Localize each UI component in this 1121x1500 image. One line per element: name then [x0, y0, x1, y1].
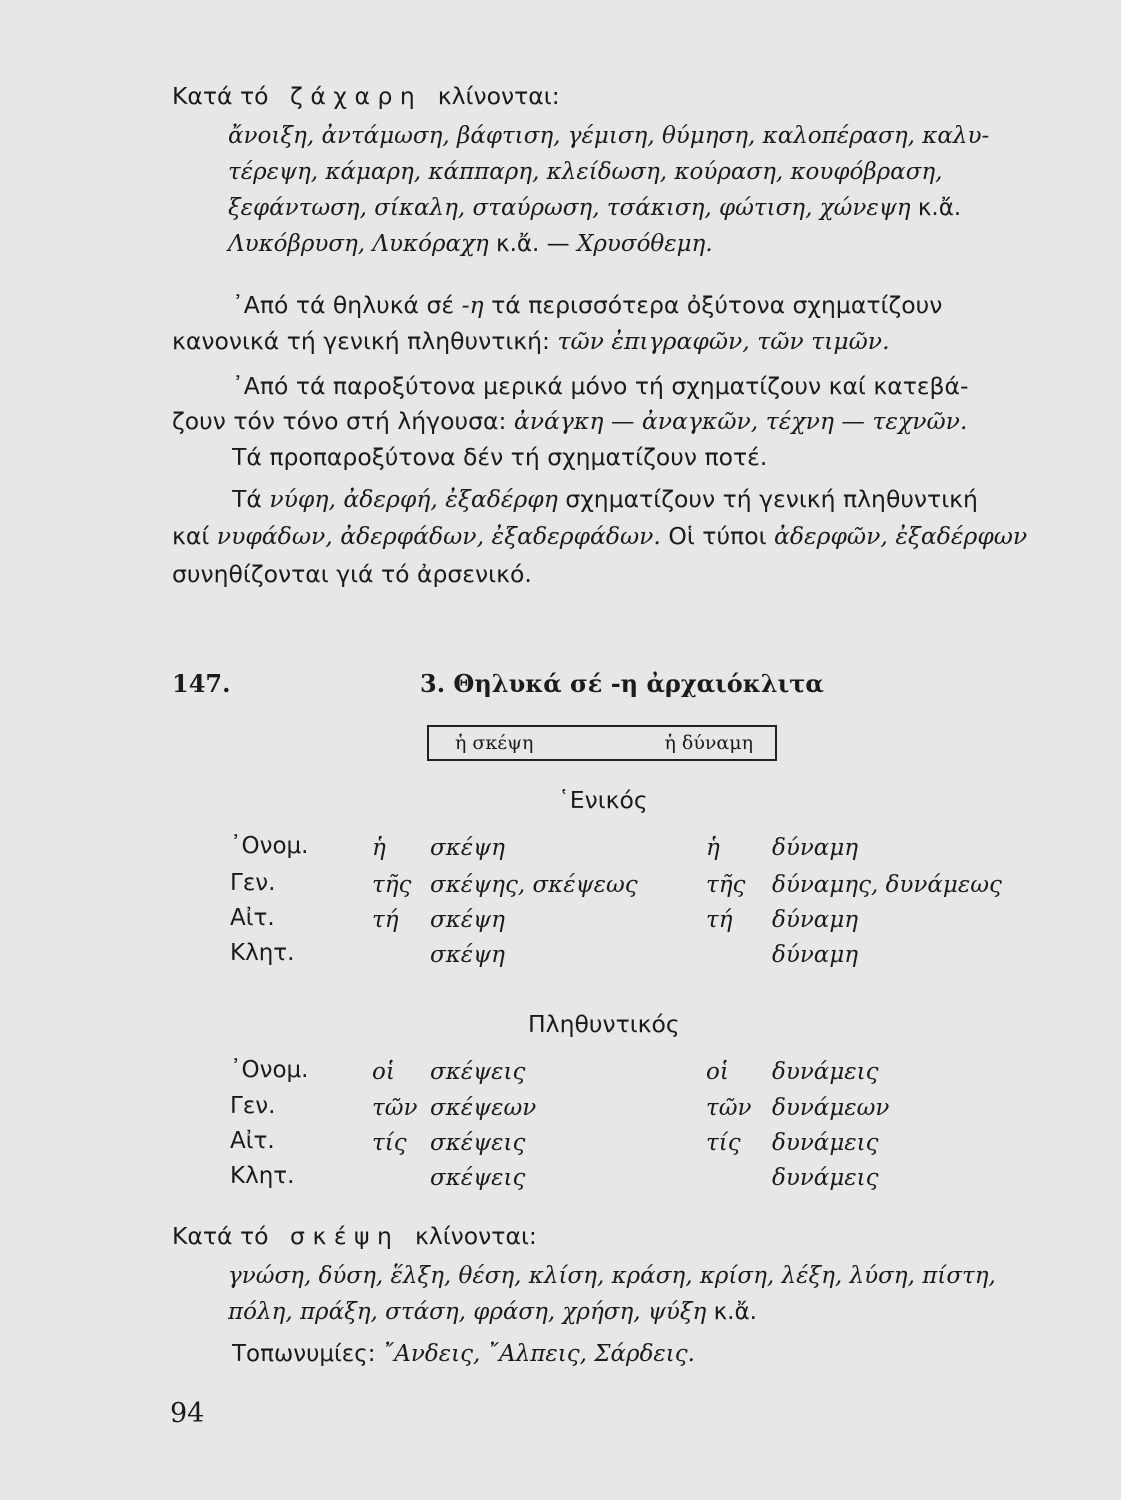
- model-word: σκέψη: [290, 1222, 400, 1250]
- intro-text: Κατά τό: [172, 1222, 269, 1250]
- example-line-1: γνώση, δύση, ἕλξη, θέση, κλίση, κράση, κρίση, λέξη, λύση, πίστη,: [228, 1263, 996, 1289]
- case-label: Κλητ.: [230, 1163, 295, 1189]
- example-line-2: τέρεψη, κάμαρη, κάππαρη, κλείδωση, κούραση, κουφόβραση,: [228, 159, 943, 185]
- article: τίς: [706, 1130, 741, 1156]
- rule-oxytone-line-1: [232, 291, 942, 319]
- rule-text: κανονικά τή γενική πληθυντική:: [172, 327, 550, 355]
- rule-text: καί: [172, 522, 210, 550]
- case-label: Αἰτ.: [230, 905, 275, 931]
- article: τῆς: [706, 872, 746, 898]
- article: ἡ: [706, 835, 720, 861]
- form-skepsi: σκέψη: [430, 835, 505, 861]
- intro-text: Κατά τό: [172, 82, 269, 110]
- singular-heading: ῾Ενικός: [558, 786, 648, 814]
- etc-abbrev: κ.ἄ.: [713, 1299, 757, 1325]
- toponyms-line: [232, 1341, 695, 1367]
- form-skepsi: σκέψη: [430, 942, 505, 968]
- example-line-2: [228, 1299, 757, 1325]
- rule-nyfi-line-3: συνηθίζονται γιά τό ἀρσενικό.: [172, 560, 532, 588]
- rule-text: Τά: [232, 485, 262, 513]
- model-intro-zachari: [172, 82, 560, 110]
- article: τῆς: [372, 872, 412, 898]
- model-word: ζάχαρη: [290, 82, 423, 110]
- example-words: Λυκόβρυση, Λυκόραχη: [228, 231, 489, 257]
- article: τίς: [372, 1130, 407, 1156]
- model-word-dynami: ἡ δύναμη: [664, 732, 753, 754]
- toponyms-label: Τοπωνυμίες:: [232, 1341, 376, 1367]
- case-label: ᾽Ονομ.: [230, 1057, 309, 1083]
- etc-abbrev: κ.ἄ.: [917, 195, 962, 221]
- article: ἡ: [372, 835, 386, 861]
- case-label: Αἰτ.: [230, 1128, 275, 1154]
- form-skepsi: σκέψεις: [430, 1165, 526, 1191]
- model-words-box: [427, 725, 777, 761]
- example-words: Χρυσόθεμη.: [577, 231, 713, 257]
- rule-text: Οἱ τύποι: [668, 522, 767, 550]
- example-words: νυφάδων, ἀδερφάδων, ἐξαδερφάδων.: [216, 522, 661, 550]
- case-label: Γεν.: [230, 1093, 276, 1119]
- example-line-4: [228, 231, 713, 257]
- form-dynami: δυνάμεις: [772, 1059, 879, 1085]
- section-number: 147.: [172, 669, 231, 698]
- article: οἱ: [706, 1059, 729, 1085]
- example-words: νύφη, ἀδερφή, ἐξαδέρφη: [269, 485, 558, 513]
- case-label: Γεν.: [230, 870, 276, 896]
- form-dynami: δύναμης, δυνάμεως: [772, 872, 1002, 898]
- form-dynami: δυνάμεις: [772, 1130, 879, 1156]
- rule-paroxytone-line-2: [172, 407, 967, 435]
- rule-text: ζουν τόν τόνο στή λήγουσα:: [172, 407, 507, 435]
- form-skepsi: σκέψεις: [430, 1130, 526, 1156]
- form-dynami: δύναμη: [772, 942, 859, 968]
- example-words: ἀδερφῶν, ἐξαδέρφων: [774, 522, 1028, 550]
- article: τή: [372, 907, 399, 933]
- form-skepsi: σκέψεων: [430, 1095, 537, 1121]
- form-dynami: δύναμη: [772, 835, 859, 861]
- section-title: 3. Θηλυκά σέ -η ἀρχαιόκλιτα: [420, 669, 824, 698]
- model-word-skepsi: ἡ σκέψη: [455, 732, 534, 754]
- form-skepsi: σκέψη: [430, 907, 505, 933]
- rule-paroxytone-line-1: ᾽Από τά παροξύτονα μερικά μόνο τή σχηματίζουν καί κατεβά-: [232, 372, 969, 400]
- example-words: τῶν ἐπιγραφῶν, τῶν τιμῶν.: [557, 327, 890, 355]
- case-label: ᾽Ονομ.: [230, 833, 309, 859]
- model-intro-skepsi: [172, 1222, 537, 1250]
- intro-text-end: κλίνονται:: [414, 1222, 537, 1250]
- article: τῶν: [706, 1095, 752, 1121]
- example-line-1: ἄνοιξη, ἀντάμωση, βάφτιση, γέμιση, θύμηση, καλοπέραση, καλυ-: [228, 123, 990, 149]
- etc-abbrev: κ.ἄ. —: [496, 231, 570, 257]
- form-skepsi: σκέψης, σκέψεως: [430, 872, 638, 898]
- article: τῶν: [372, 1095, 418, 1121]
- example-words: ῎Ανδεις, ῎Αλπεις, Σάρδεις.: [382, 1341, 695, 1367]
- example-words: ἀνάγκη — ἀναγκῶν, τέχνη — τεχνῶν.: [513, 407, 968, 435]
- example-line-3: [228, 195, 961, 221]
- page-number: 94: [170, 1398, 205, 1429]
- suffix: -η: [461, 291, 484, 319]
- rule-nyfi-line-2: [172, 522, 1027, 550]
- example-words: ξεφάντωση, σίκαλη, σταύρωση, τσάκιση, φώτιση, χώνεψη: [228, 195, 911, 221]
- plural-heading: Πληθυντικός: [528, 1010, 680, 1038]
- rule-text: σχηματίζουν τή γενική πληθυντική: [565, 485, 978, 513]
- rule-oxytone-line-2: [172, 327, 890, 355]
- rule-text: ᾽Από τά θηλυκά σέ: [232, 291, 455, 319]
- intro-text-end: κλίνονται:: [437, 82, 560, 110]
- form-dynami: δυνάμεων: [772, 1095, 890, 1121]
- rule-text: τά περισσότερα ὀξύτονα σχηματίζουν: [491, 291, 943, 319]
- form-skepsi: σκέψεις: [430, 1059, 526, 1085]
- rule-proparoxytone: Τά προπαροξύτονα δέν τή σχηματίζουν ποτέ.: [232, 443, 768, 471]
- form-dynami: δύναμη: [772, 907, 859, 933]
- example-words: πόλη, πράξη, στάση, φράση, χρήση, ψύξη: [228, 1299, 707, 1325]
- article: τή: [706, 907, 733, 933]
- article: οἱ: [372, 1059, 395, 1085]
- case-label: Κλητ.: [230, 940, 295, 966]
- form-dynami: δυνάμεις: [772, 1165, 879, 1191]
- rule-nyfi-line-1: [232, 485, 978, 513]
